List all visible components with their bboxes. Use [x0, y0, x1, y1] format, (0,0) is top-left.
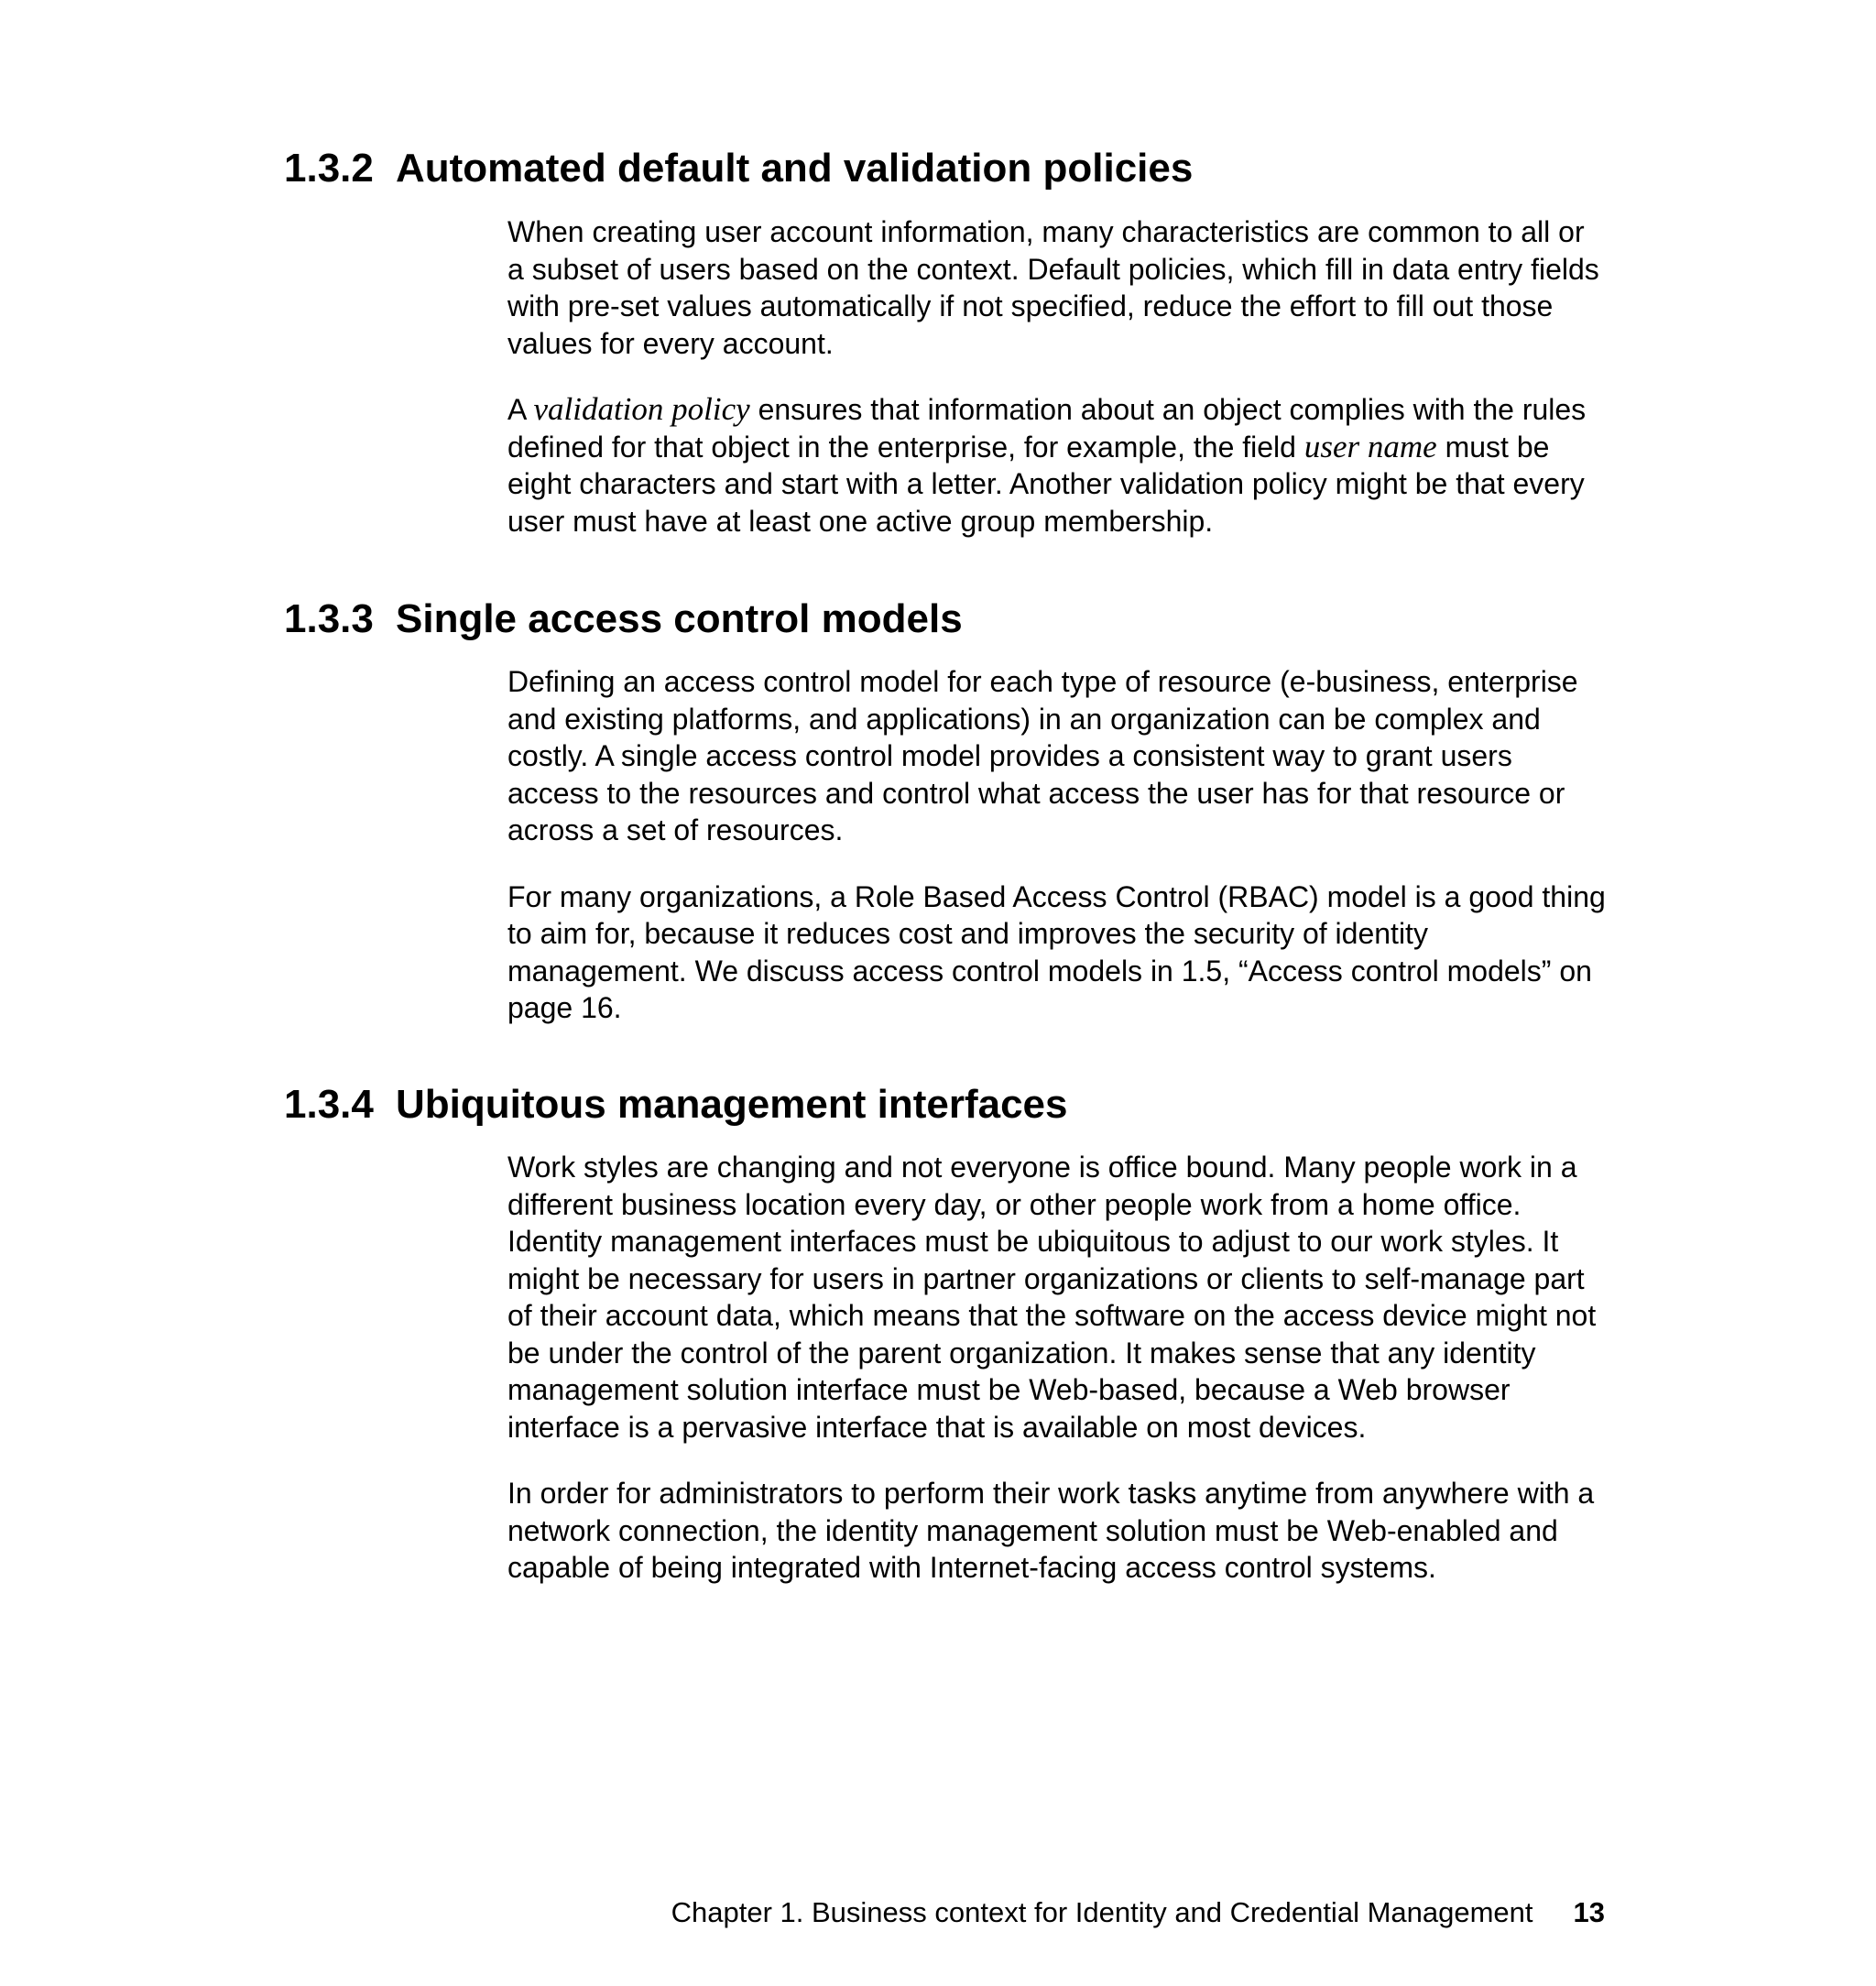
italic-term: user name	[1303, 428, 1437, 464]
footer-chapter-title: Chapter 1. Business context for Identity and Credential Management	[671, 1896, 1533, 1928]
section-body-1-3-4	[507, 1149, 1607, 1616]
italic-term: validation policy	[533, 391, 750, 427]
paragraph: When creating user account information, many characteristics are common to all or a subset of users based on the context. Default policies, which fill in data entry fields with pre-set values automatically if not specified, reduce the effort to fill out those values for every account.	[507, 215, 1599, 360]
page-footer	[671, 1894, 1605, 1931]
section-title: Ubiquitous management interfaces	[396, 1082, 1068, 1127]
text-run: A	[507, 393, 534, 426]
section-body-1-3-2	[507, 213, 1607, 569]
paragraph	[507, 391, 1607, 540]
section-title: Single access control models	[396, 596, 963, 641]
paragraph: In order for administrators to perform their work tasks anytime from anywhere with a network connection, the identity management solution must be Web-enabled and capable of being integrated with Internet-facing access control systems.	[507, 1477, 1595, 1584]
section-number: 1.3.2	[284, 146, 374, 191]
section-heading-1-3-4	[284, 1081, 1067, 1129]
paragraph: For many organizations, a Role Based Access Control (RBAC) model is a good thing to aim for, because it reduces cost and improves the security of identity management. We discuss access control models in 1.5, “Access control models” on page 16.	[507, 879, 1606, 1024]
section-heading-1-3-2	[284, 145, 1193, 192]
section-number: 1.3.4	[284, 1082, 374, 1127]
paragraph: Work styles are changing and not everyone is office bound. Many people work in a different business location every day, or other people work from a home office. Identity management interfaces must be ubiquitous to adjust to our work styles. It might be necessary for users in partner organizations or clients to self-manage part of their account data, which means that the software on the access device might not be under the control of the parent organization. It makes sense that any identity management solution interface must be Web-based, because a Web browser interface is a pervasive interface that is available on most devices.	[507, 1151, 1597, 1444]
text-run: ensures that information about an object complies with the rules defined for that object in the enterprise, for example, the field	[507, 393, 1587, 464]
paragraph: Defining an access control model for each type of resource (e-business, enterprise and existing platforms, and applications) in an organization can be complex and costly. A single access control model provides a consistent way to grant users access to the resources and control what access the user has for that resource or across a set of resources.	[507, 665, 1578, 846]
section-heading-1-3-3	[284, 595, 963, 643]
page-number: 13	[1573, 1896, 1605, 1928]
section-title: Automated default and validation policies	[396, 146, 1194, 191]
text-run: must be eight characters and start with a letter. Another validation policy might be that every user must have at least one active group membership.	[507, 430, 1585, 538]
section-number: 1.3.3	[284, 596, 374, 641]
section-body-1-3-3	[507, 663, 1607, 1056]
